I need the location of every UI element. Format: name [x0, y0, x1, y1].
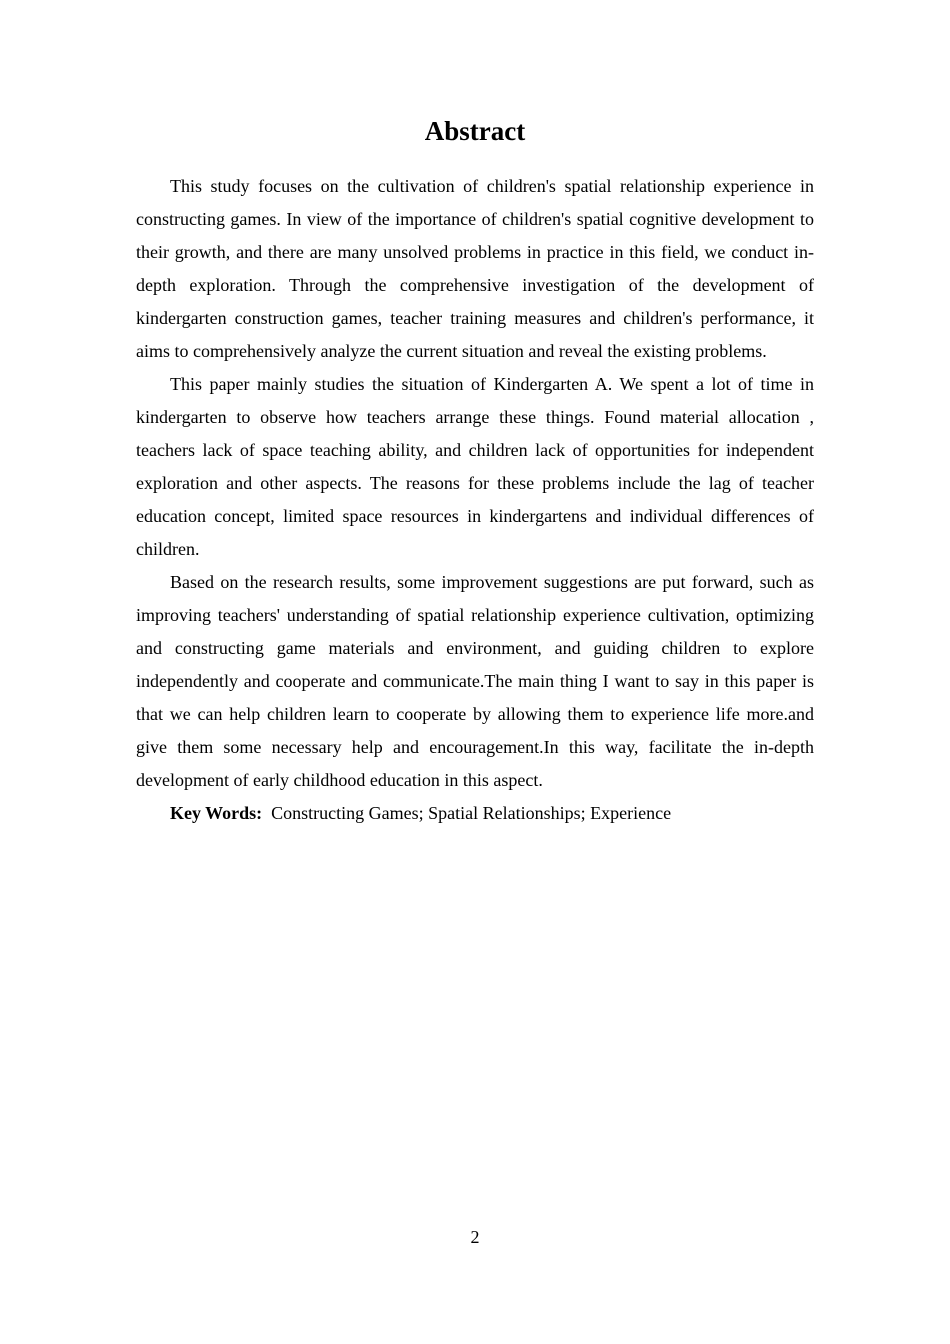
keywords-text: Constructing Games; Spatial Relationships; Experience [271, 803, 672, 823]
page-number: 2 [470, 1227, 480, 1247]
abstract-paragraph-3: Based on the research results, some improvement suggestions are put forward, such as improving teachers' understanding of spatial relationship experience cultivation, optimizing and constructing game materials and environment, and guiding children to explore independently and cooperate and communicate.The main thing I want to say in this paper is that we can help children learn to cooperate by allowing them to experience life more.and give them some necessary help and encouragement.In this way, facilitate the in-depth development of early childhood education in this aspect. [136, 572, 814, 790]
keywords-line [136, 797, 814, 830]
page-title: Abstract [424, 116, 526, 146]
abstract-body [136, 170, 814, 830]
abstract-paragraph-1: This study focuses on the cultivation of children's spatial relationship experience in constructing games. In view of the importance of children's spatial cognitive development to their growth, and there are many unsolved problems in practice in this field, we conduct in-depth exploration. Through the comprehensive investigation of the development of kindergarten construction games, teacher training measures and children's performance, it aims to comprehensively analyze the current situation and reveal the existing problems. [136, 176, 814, 361]
abstract-paragraph-2: This paper mainly studies the situation of Kindergarten A. We spent a lot of time in kindergarten to observe how teachers arrange these things. Found material allocation , teachers lack of space teaching ability, and children lack of opportunities for independent exploration and other aspects. The reasons for these problems include the lag of teacher education concept, limited space resources in kindergartens and individual differences of children. [136, 374, 814, 559]
keywords-label: Key Words: [170, 803, 263, 823]
